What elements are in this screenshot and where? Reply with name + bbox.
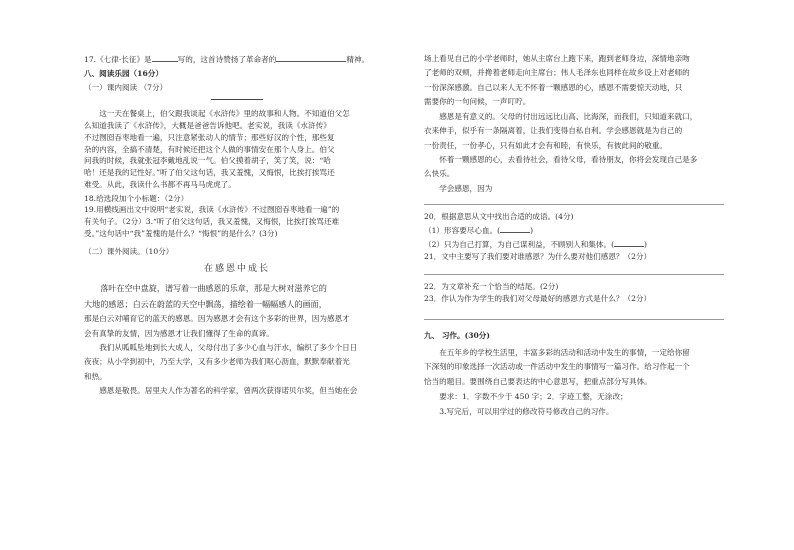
requirement-line: 3.写完后，可以用学过的修改符号修改自己的习作。 [439, 406, 614, 416]
essay-prompt [424, 346, 724, 420]
passage-line: 怀着一颗感恩的心，去看待社会，看待父母，看待朋友，你将会发现自己是多 [439, 154, 698, 164]
passage-line: 问我的时候，我就张冠李戴地乱说一气。伯父摸着胡子，笑了笑，说：“哈 [84, 156, 331, 166]
answer-blank[interactable] [614, 237, 644, 247]
answer-line[interactable] [424, 204, 724, 205]
passage-line: 需要你的一句问候，一声叮咛。 [424, 97, 531, 107]
passage-line: 感恩是有意义的。父母的付出远远比山高、比海深，而我们，只知道来就口， [439, 111, 698, 121]
passage-line: 了老师的双颊，并搀着老师走向主席台；伟人毛泽东也同样在故乡设上对老师的 [424, 68, 690, 78]
answer-line[interactable] [424, 319, 724, 320]
prompt-line: 恰当的题目。要围绕自己要表达的中心意思写，把重点部分写具体。 [424, 377, 652, 387]
question-19 [84, 204, 390, 239]
passage-line: 和热。 [84, 371, 107, 381]
question-18: 18.给选段加个小标题：（2分） [84, 193, 189, 203]
question-20: 20．根据意思从文中找出合适的成语。(4分) [424, 212, 574, 222]
passage-divider [211, 99, 263, 100]
passage-line: 难受。从此，我读什么书都不再马马虎虎了。 [84, 179, 236, 189]
passage-line: 衣来伸手，似乎有一条隔离着，让我们变得自私自利。学会感恩就是为自己的 [424, 126, 683, 136]
passage-line: 夜夜；从小学到初中，乃至大学，又有多少老师为我们呕心沥血，默默奉献着光 [84, 357, 350, 367]
passage-line: 么快乐。 [424, 169, 455, 179]
question-20-1: （1）形容要尽心血。( ) [424, 223, 724, 237]
prompt-line: 下深刻的印象选择一次活动或一件活动中发生的事情写一篇习作。给习作起一个 [424, 362, 690, 372]
passage-line: 么知道我读了《水浒传》，大概是爸爸告诉他吧。老实说，我读《水浒传》 [84, 121, 331, 131]
passage-line: 我们从呱呱坠地到长大成人，父母付出了多少心血与汗水，编织了多少个日日 [99, 343, 358, 353]
answer-blank[interactable] [500, 223, 530, 233]
question-21: 21．文中主要写了我们要对谁感恩？为什么要对他们感恩？（2分） [424, 251, 652, 261]
answer-blank[interactable] [152, 52, 178, 62]
passage-line: 杂的内容，全搞不清楚，有时候还把这个人做的事情安在那个人身上。伯父 [84, 144, 335, 154]
passage-line: 会有真挚的友情，因为感恩才让我们懂得了生命的真谛。 [84, 328, 274, 338]
reading-title: 在感恩中成长 [203, 264, 270, 275]
answer-blank[interactable] [276, 52, 346, 62]
passage-2 [84, 281, 390, 398]
prompt-line: 在五年乡的学校生活里，丰富多彩的活动和活动中发生的事情，一定给你留 [439, 347, 690, 357]
question-line: 19.用横线画出文中说明“老实说，我读《水浒传》不过囫囵吞枣地看一遍”的 [84, 205, 340, 215]
subsection-1-heading: （一）课内阅读 （7分） [84, 82, 168, 92]
question-23: 23．作认为作为学生的我们对父母最好的感恩方式是什么？（2分） [424, 294, 652, 304]
passage-line: 学会感恩，因为 [439, 183, 493, 193]
right-column [424, 52, 724, 420]
answer-line[interactable] [424, 274, 724, 275]
passage-line: 哈！还是我的记性好。”听了伯父这句话，我又羞愧，又悔恨，比挨打挨骂还 [84, 168, 335, 178]
passage-2-continued [424, 52, 724, 196]
passage-line: 一份责任，一份孝心，只有如此才会有和睦，有快乐，有彼此间的敬重。 [424, 140, 667, 150]
question-20-2: （2）只为自己打算，为自己谋利益，不顾别人和集体。( ) [424, 237, 724, 251]
passage-line: 那是白云对哺育它的蓝天的感恩。因为感恩才会有这个多彩的世界，因为感恩才 [84, 314, 350, 324]
question-17: 17.《七律·长征》是 写的，这首诗赞扬了革命者的 精神。 [84, 52, 390, 66]
passage-line: 这一天在餐桌上，伯父跟我谈起《水浒传》里的故事和人物。不知道伯父怎 [99, 109, 350, 119]
question-line: 有关句子。（2分）3.“听了伯父这句话，我又羞愧，又悔恨，比挨打挨骂还难 [84, 217, 340, 227]
subsection-2-heading: （二）课外阅读。（10分） [84, 246, 174, 256]
question-line: 受。”这句话中“我”羞愧的是什么？“悔恨”的是什么？(3分) [84, 228, 278, 238]
passage-line: 落叶在空中盘旋，谱写着一曲感恩的乐章，那是大树对滋养它的 [100, 283, 327, 294]
left-column [84, 52, 390, 399]
passage-line: 场上看见自己的小学老师时，她从主席台上跑下来，跑到老师身边，深情地亲吻 [424, 54, 690, 63]
requirement-line: 要求：1．字数不少于 450 字；2．字迹工整，无涂改； [439, 391, 628, 401]
passage-1 [84, 108, 390, 190]
passage-line: 不过囫囵吞枣地看一遍，只注意紧张动人的情节；那些好汉的个性，那些复 [84, 132, 335, 142]
section-9-heading: 九、 习作。(30分) [424, 330, 490, 340]
question-22: 22．为文章补充一个恰当的结尾。(2分) [424, 282, 559, 292]
passage-line: 一份深深感激。自己以来人无不怀着一颗感恩的心，感恩不需要惊天动地，只 [424, 82, 683, 92]
section-8-heading: 八、阅读乐园（16分） [84, 68, 163, 78]
passage-line: 大地的感恩；白云在蔚蓝的天空中飘荡，描绘着一幅幅感人的画面， [84, 298, 327, 309]
passage-line: 感恩是敬畏。居里夫人作为著名的科学家，曾两次获得诺贝尔奖，但当她在会 [99, 386, 358, 396]
